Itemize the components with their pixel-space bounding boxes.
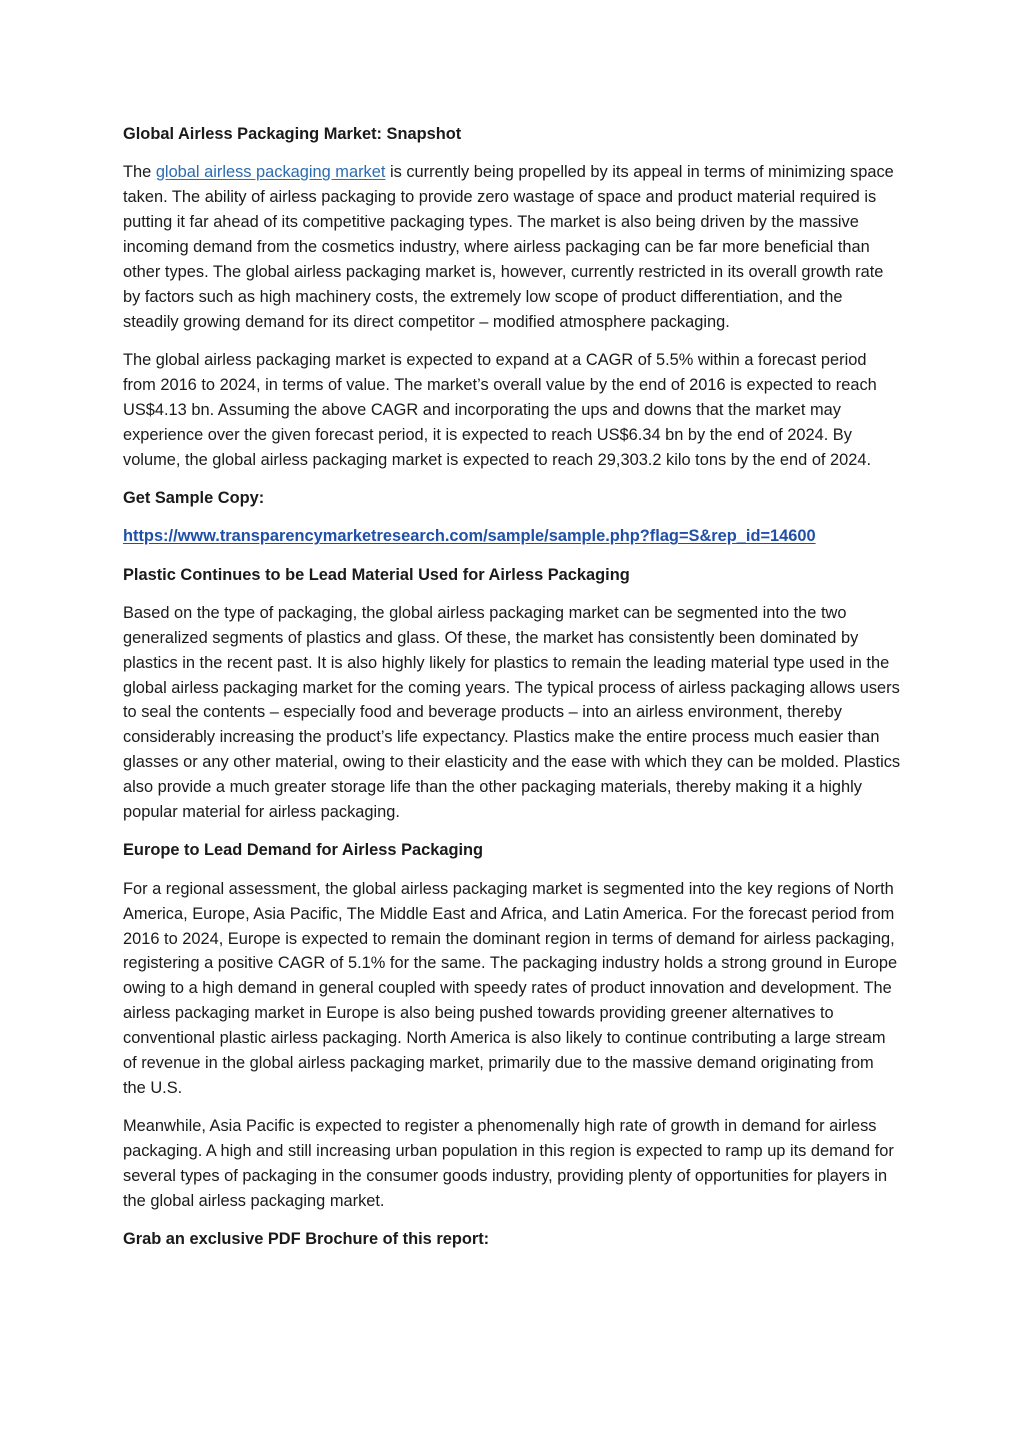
plastic-paragraph-1: Based on the type of packaging, the global airless packaging market can be segmented into the two generalized segments of plastics and glass. Of these, the market has consistently been dominated by plastics in the recent past. It is also highly likely for plastics to remain the leading material type used in the global airless packaging market for the coming years. The typical process of airless packaging allows users to seal the contents – especially food and beverage products – into an airless environment, thereby considerably increasing the product’s life expectancy. Plastics make the entire process much easier than glasses or any other material, owing to their elasticity and the ease with which they can be molded. Plastics also provide a much greater storage life than the other packaging materials, thereby making it a highly popular material for airless packaging.	[123, 603, 901, 822]
sample-url-link[interactable]: https://www.transparencymarketresearch.com/sample/sample.php?flag=S&rep_id=14600	[123, 527, 816, 546]
europe-paragraph-1: For a regional assessment, the global airless packaging market is segmented into the key regions of North America, Europe, Asia Pacific, The Middle East and Africa, and Latin America. For the forecast period from 2016 to 2024, Europe is expected to remain the dominant region in terms of demand for airless packaging, registering a positive CAGR of 5.1% for the same. The packaging industry holds a strong ground in Europe owing to a high demand in general coupled with speedy rates of product innovation and development. The airless packaging market in Europe is also being pushed towards providing greener alternatives to conventional plastic airless packaging. North America is also likely to continue contributing a large stream of revenue in the global airless packaging market, primarily due to the massive demand originating from the U.S.	[123, 879, 898, 1097]
snapshot-paragraph-2: The global airless packaging market is expected to expand at a CAGR of 5.5% within a forecast period from 2016 to 2024, in terms of value. The market’s overall value by the end of 2016 is expected to reach US$4.13 bn. Assuming the above CAGR and incorporating the ups and downs that the market may experience over the given forecast period, it is expected to reach US$6.34 bn by the end of 2024. By volume, the global airless packaging market is expected to reach 29,303.2 kilo tons by the end of 2024.	[123, 351, 877, 469]
snapshot-paragraph-1-rest: is currently being propelled by its appeal in terms of minimizing space taken. The ability of airless packaging to provide zero wastage of space and product material required is putting it far ahead of its competitive packaging types. The market is also being driven by the massive incoming demand from the cosmetics industry, where airless packaging can be far more beneficial than other types. The global airless packaging market is, however, currently restricted in its overall growth rate by factors such as high machinery costs, the extremely low scope of product differentiation, and the steadily growing demand for its direct competitor – modified atmosphere packaging.	[123, 163, 894, 331]
snapshot-paragraph-1-lead: The	[123, 163, 156, 182]
brochure-heading: Grab an exclusive PDF Brochure of this report:	[123, 1230, 490, 1249]
global-airless-packaging-market-link[interactable]: global airless packaging market	[155, 163, 386, 182]
snapshot-paragraph-1	[123, 160, 901, 334]
document-page	[123, 122, 901, 1266]
europe-paragraph-2: Meanwhile, Asia Pacific is expected to register a phenomenally high rate of growth in demand for airless packaging. A high and still increasing urban population in this region is expected to ramp up its demand for several types of packaging in the consumer goods industry, providing plenty of opportunities for players in the global airless packaging market.	[123, 1117, 894, 1210]
sample-copy-heading: Get Sample Copy:	[123, 488, 265, 507]
europe-heading: Europe to Lead Demand for Airless Packaging	[123, 841, 484, 860]
snapshot-heading: Global Airless Packaging Market: Snapshot	[123, 125, 462, 143]
plastic-heading: Plastic Continues to be Lead Material Used for Airless Packaging	[123, 565, 630, 584]
sample-url-paragraph	[123, 524, 901, 549]
